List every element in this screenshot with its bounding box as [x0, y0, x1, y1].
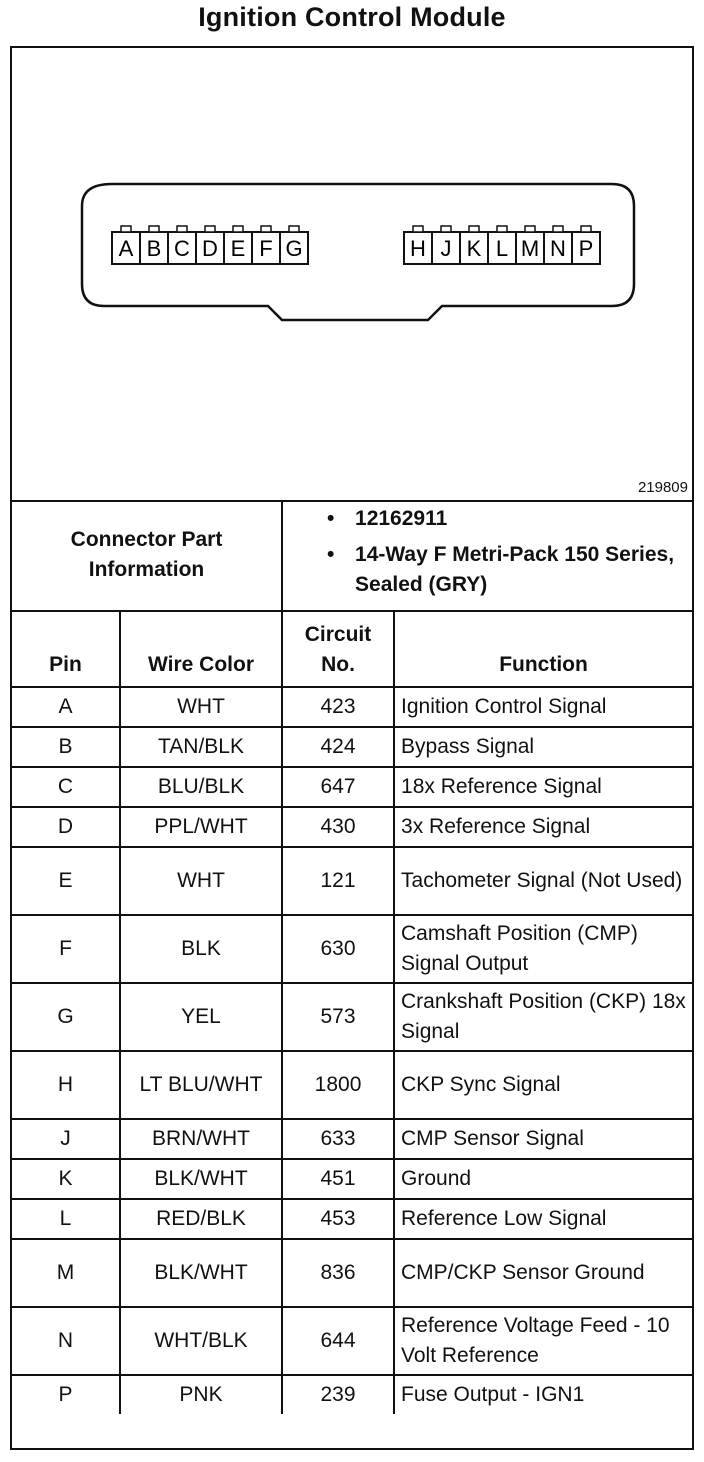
- pin-cell: N: [12, 1307, 120, 1375]
- pin-letter: K: [466, 236, 482, 261]
- function-cell: Ignition Control Signal: [394, 687, 692, 727]
- table-header-row: [12, 611, 692, 687]
- pinout-table: [12, 500, 692, 1414]
- connector-info-list: [313, 504, 692, 600]
- circuit-cell: 424: [282, 727, 394, 767]
- function-cell: 3x Reference Signal: [394, 807, 692, 847]
- wire-color-cell: WHT: [120, 847, 282, 915]
- table-row: [12, 1051, 692, 1119]
- circuit-cell: 633: [282, 1119, 394, 1159]
- circuit-cell: 239: [282, 1375, 394, 1414]
- pin-latch: [289, 226, 299, 232]
- col-header-circuit-label: Circuit No.: [304, 623, 372, 676]
- wire-color-cell: BRN/WHT: [120, 1119, 282, 1159]
- connector-info: [282, 500, 692, 611]
- pin-letter: B: [146, 236, 162, 261]
- connector-info-item: • 12162911: [313, 504, 692, 534]
- circuit-cell: 573: [282, 983, 394, 1051]
- connector-info-row: [12, 500, 692, 611]
- wire-color-cell: WHT/BLK: [120, 1307, 282, 1375]
- wire-color-cell: BLK: [120, 915, 282, 983]
- pin-cell: P: [12, 1375, 120, 1414]
- pin-cell: D: [12, 807, 120, 847]
- connector-info-item: • 14-Way F Metri-Pack 150 Series, Sealed (GRY): [313, 540, 692, 600]
- connector-diagram: [12, 48, 692, 502]
- pin-latch: [525, 226, 535, 232]
- pin-cell: B: [12, 727, 120, 767]
- table-row: [12, 727, 692, 767]
- function-cell: Tachometer Signal (Not Used): [394, 847, 692, 915]
- table-row: [12, 983, 692, 1051]
- table-row: [12, 1119, 692, 1159]
- table-row: [12, 1375, 692, 1414]
- wire-color-cell: RED/BLK: [120, 1199, 282, 1239]
- pin-cell: G: [12, 983, 120, 1051]
- wire-color-cell: PPL/WHT: [120, 807, 282, 847]
- pin-latch: [121, 226, 131, 232]
- pin-letter: J: [440, 236, 452, 261]
- function-cell: CMP Sensor Signal: [394, 1119, 692, 1159]
- function-cell: Reference Voltage Feed - 10 Volt Reference: [394, 1307, 692, 1375]
- function-cell: Bypass Signal: [394, 727, 692, 767]
- pin-latch: [261, 226, 271, 232]
- wire-color-cell: BLU/BLK: [120, 767, 282, 807]
- function-cell: CKP Sync Signal: [394, 1051, 692, 1119]
- pin-letter: A: [118, 236, 134, 261]
- circuit-cell: 644: [282, 1307, 394, 1375]
- circuit-cell: 430: [282, 807, 394, 847]
- table-row: [12, 915, 692, 983]
- function-cell: Reference Low Signal: [394, 1199, 692, 1239]
- col-header-pin: Pin: [12, 611, 120, 687]
- function-cell: Crankshaft Position (CKP) 18x Signal: [394, 983, 692, 1051]
- pin-cell: J: [12, 1119, 120, 1159]
- pin-letter: M: [520, 236, 540, 261]
- pin-cell: C: [12, 767, 120, 807]
- connector-face-drawing: [12, 48, 692, 500]
- table-row: [12, 1307, 692, 1375]
- pin-letter: G: [285, 236, 303, 261]
- circuit-cell: 630: [282, 915, 394, 983]
- circuit-cell: 121: [282, 847, 394, 915]
- pin-letter: N: [550, 236, 566, 261]
- table-row: [12, 847, 692, 915]
- pin-cell: H: [12, 1051, 120, 1119]
- wire-color-cell: PNK: [120, 1375, 282, 1414]
- pin-letter: D: [202, 236, 218, 261]
- pin-latch: [149, 226, 159, 232]
- wire-color-cell: TAN/BLK: [120, 727, 282, 767]
- table-row: [12, 807, 692, 847]
- pin-latch: [177, 226, 187, 232]
- connector-info-label: Connector Part Information: [12, 500, 282, 611]
- circuit-cell: 1800: [282, 1051, 394, 1119]
- function-cell: Ground: [394, 1159, 692, 1199]
- circuit-cell: 647: [282, 767, 394, 807]
- pin-cell: M: [12, 1239, 120, 1307]
- pin-latch: [553, 226, 563, 232]
- pin-latch: [469, 226, 479, 232]
- function-cell: CMP/CKP Sensor Ground: [394, 1239, 692, 1307]
- wire-color-cell: YEL: [120, 983, 282, 1051]
- connector-sheet: [10, 46, 694, 1450]
- wire-color-cell: BLK/WHT: [120, 1239, 282, 1307]
- pin-cell: F: [12, 915, 120, 983]
- pin-letter: H: [410, 236, 426, 261]
- pin-latch: [441, 226, 451, 232]
- circuit-cell: 836: [282, 1239, 394, 1307]
- pin-letter: C: [174, 236, 190, 261]
- col-header-circuit: [282, 611, 394, 687]
- pin-letter: P: [578, 236, 594, 261]
- pin-letter: E: [230, 236, 246, 261]
- pin-latch: [497, 226, 507, 232]
- pin-cell: E: [12, 847, 120, 915]
- function-cell: Camshaft Position (CMP) Signal Output: [394, 915, 692, 983]
- pin-letter: L: [495, 236, 509, 261]
- wire-color-cell: WHT: [120, 687, 282, 727]
- pin-cell: K: [12, 1159, 120, 1199]
- page-title: Ignition Control Module: [198, 2, 506, 32]
- function-cell: Fuse Output - IGN1: [394, 1375, 692, 1414]
- table-row: [12, 687, 692, 727]
- col-header-wire-color: Wire Color: [120, 611, 282, 687]
- wire-color-cell: LT BLU/WHT: [120, 1051, 282, 1119]
- col-header-function: Function: [394, 611, 692, 687]
- table-row: [12, 1199, 692, 1239]
- function-cell: 18x Reference Signal: [394, 767, 692, 807]
- pin-cell: A: [12, 687, 120, 727]
- pin-cell: L: [12, 1199, 120, 1239]
- figure-id: 219809: [637, 479, 688, 496]
- pin-latch: [581, 226, 591, 232]
- wire-color-cell: BLK/WHT: [120, 1159, 282, 1199]
- pin-latch: [413, 226, 423, 232]
- table-row: [12, 1239, 692, 1307]
- circuit-cell: 423: [282, 687, 394, 727]
- table-row: [12, 767, 692, 807]
- pin-latch: [205, 226, 215, 232]
- table-row: [12, 1159, 692, 1199]
- pin-latch: [233, 226, 243, 232]
- pin-letter: F: [259, 236, 273, 261]
- circuit-cell: 451: [282, 1159, 394, 1199]
- circuit-cell: 453: [282, 1199, 394, 1239]
